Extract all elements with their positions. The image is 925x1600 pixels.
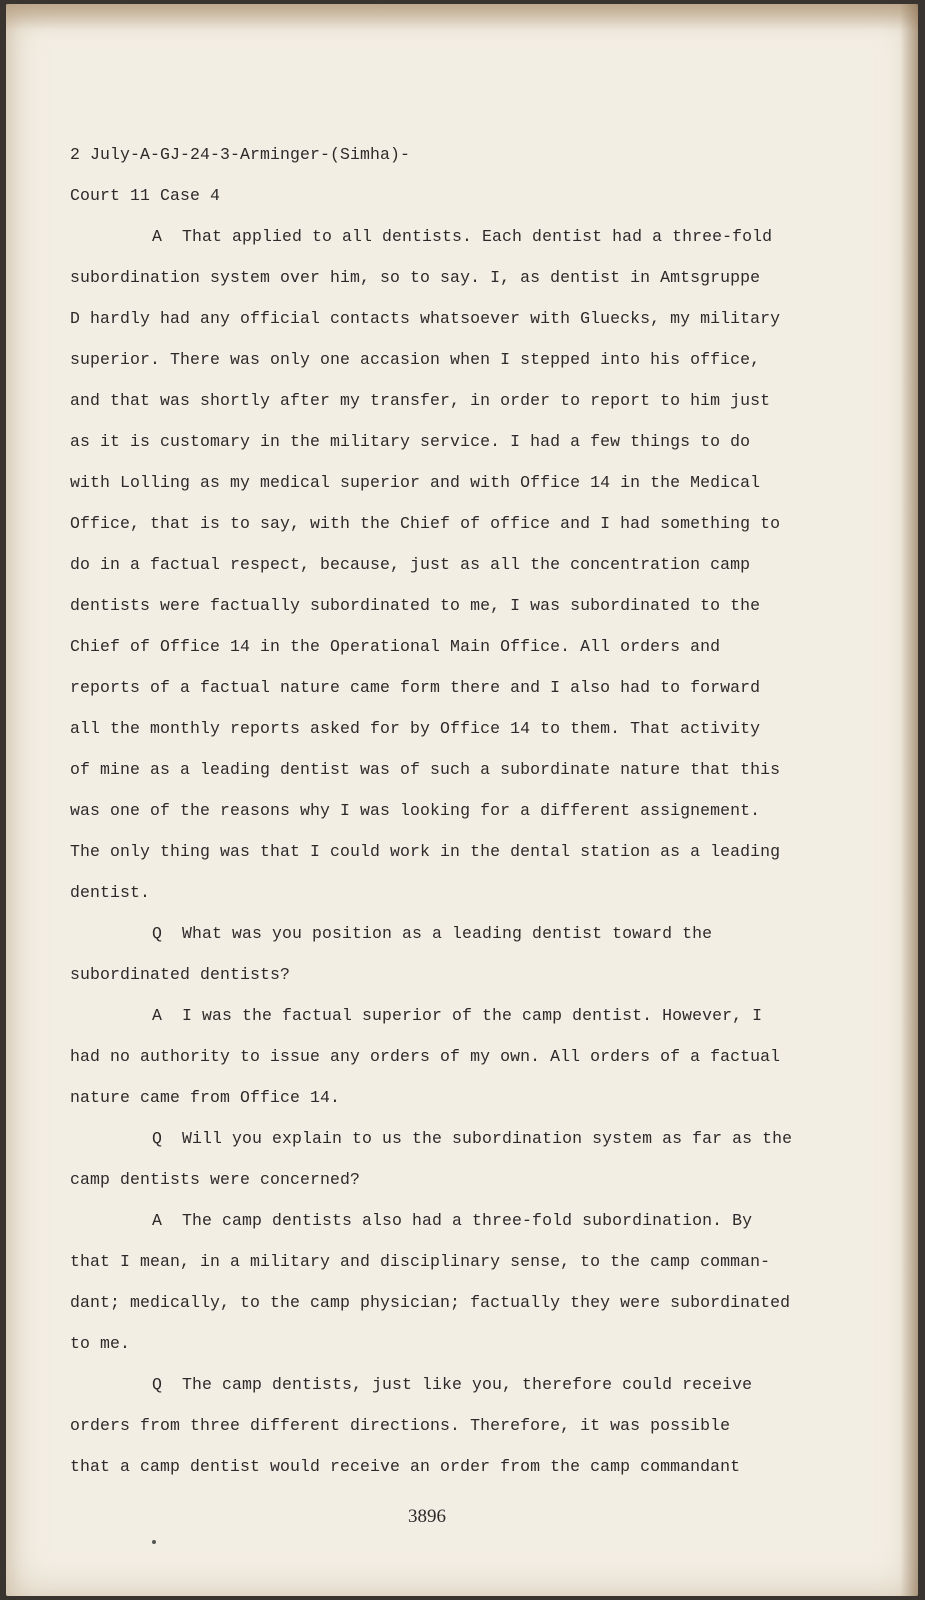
transcript-line: Q The camp dentists, just like you, therefore could receive	[152, 1375, 753, 1394]
page-shadow-right	[900, 4, 918, 1596]
transcript-line: Q What was you position as a leading dentist toward the	[152, 924, 713, 943]
transcript-line: Q Will you explain to us the subordination system as far as the	[152, 1129, 793, 1148]
transcript-line: orders from three different directions. Therefore, it was possible	[70, 1416, 731, 1435]
transcript-lines	[70, 216, 830, 1487]
transcript-line: Chief of Office 14 in the Operational Main Office. All orders and	[70, 637, 721, 656]
transcript-line: was one of the reasons why I was looking for a different assignement.	[70, 801, 761, 820]
transcript-line: all the monthly reports asked for by Office 14 to them. That activity	[70, 719, 761, 738]
transcript-line: with Lolling as my medical superior and with Office 14 in the Medical	[70, 473, 761, 492]
transcript-line: that a camp dentist would receive an order from the camp commandant	[70, 1457, 741, 1476]
transcript-line: camp dentists were concerned?	[70, 1170, 361, 1189]
transcript-line: subordinated dentists?	[70, 965, 291, 984]
transcript-line: that I mean, in a military and disciplinary sense, to the camp comman-	[70, 1252, 771, 1271]
transcript-line: and that was shortly after my transfer, in order to report to him just	[70, 391, 771, 410]
transcript-line: of mine as a leading dentist was of such a subordinate nature that this	[70, 760, 781, 779]
transcript-line: subordination system over him, so to say. I, as dentist in Amtsgruppe	[70, 268, 761, 287]
transcript-line: Office, that is to say, with the Chief of office and I had something to	[70, 514, 781, 533]
transcript-line: A I was the factual superior of the camp dentist. However, I	[152, 1006, 763, 1025]
transcript-line: nature came from Office 14.	[70, 1088, 341, 1107]
page-number: 3896	[408, 1506, 446, 1527]
header-court-line: Court 11 Case 4	[70, 186, 221, 205]
transcript-line: as it is customary in the military service. I had a few things to do	[70, 432, 751, 451]
transcript-line: A The camp dentists also had a three-fold subordination. By	[152, 1211, 753, 1230]
transcript-line: dant; medically, to the camp physician; factually they were subordinated	[70, 1293, 791, 1312]
page-shadow-top	[6, 4, 918, 30]
transcript-line: A That applied to all dentists. Each dentist had a three-fold	[152, 227, 773, 246]
transcript-line: superior. There was only one accasion when I stepped into his office,	[70, 350, 761, 369]
transcript-line: had no authority to issue any orders of my own. All orders of a factual	[70, 1047, 781, 1066]
document-page	[6, 4, 918, 1596]
transcript-line: to me.	[70, 1334, 131, 1353]
transcript-line: reports of a factual nature came form there and I also had to forward	[70, 678, 761, 697]
header-session-line: 2 July-A-GJ-24-3-Arminger-(Simha)-	[70, 145, 411, 164]
transcript-line: D hardly had any official contacts whatsoever with Gluecks, my military	[70, 309, 781, 328]
transcript-line: dentists were factually subordinated to me, I was subordinated to the	[70, 596, 761, 615]
transcript-line: do in a factual respect, because, just as all the concentration camp	[70, 555, 751, 574]
margin-mark	[152, 1540, 156, 1544]
transcript-line: dentist.	[70, 883, 151, 902]
transcript-line: The only thing was that I could work in the dental station as a leading	[70, 842, 781, 861]
transcript-body	[70, 134, 830, 1487]
